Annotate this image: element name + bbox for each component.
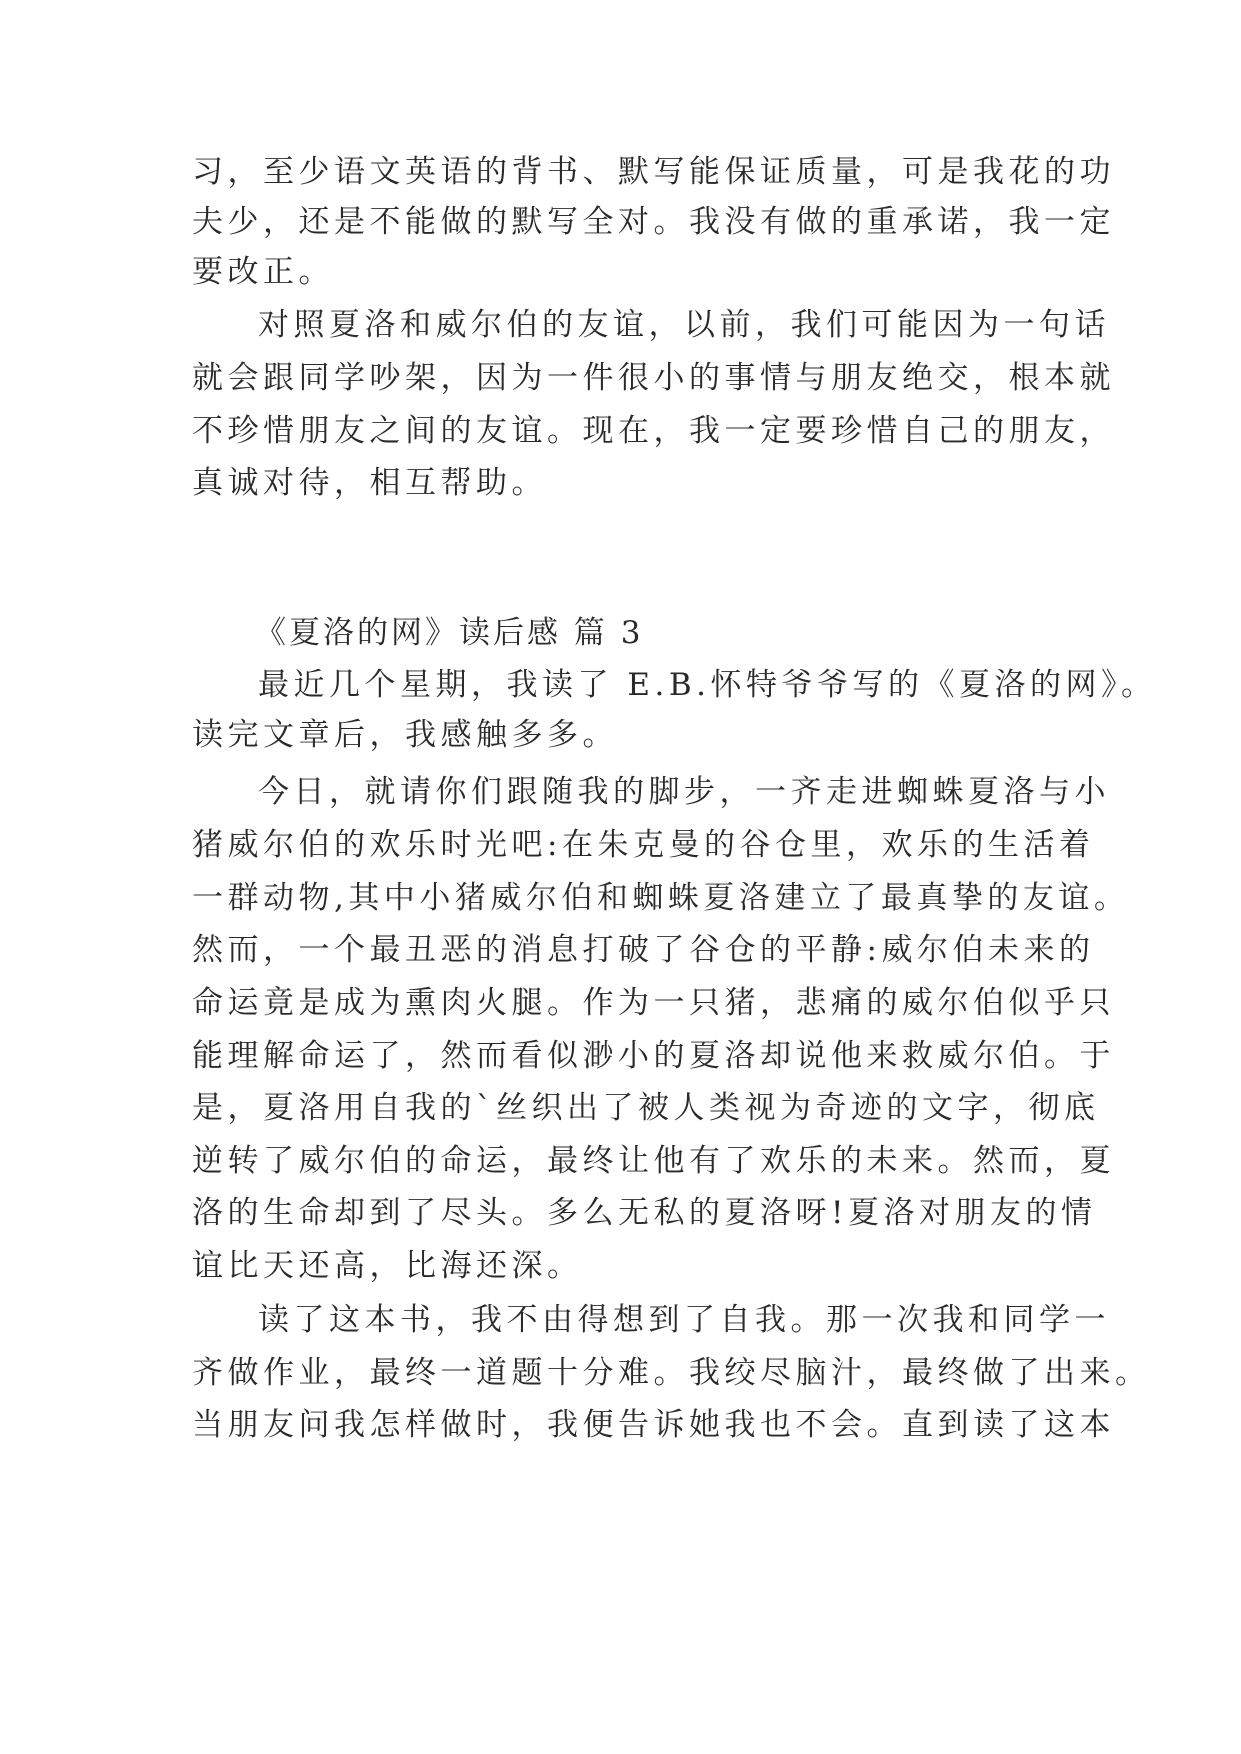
paragraph-line: 不珍惜朋友之间的友谊。现在，我一定要珍惜自己的朋友， [192,413,1115,449]
paragraph-line: 命运竟是成为熏肉火腿。作为一只猪，悲痛的威尔伯似乎只 [192,985,1115,1021]
paragraph-line: 最近几个星期，我读了 E.B.怀特爷爷写的《夏洛的网》。 [258,667,1157,703]
paragraph-line: 要改正。 [192,254,334,290]
paragraph-line: 读了这本书，我不由得想到了自我。那一次我和同学一 [258,1302,1110,1338]
paragraph-line: 谊比天还高，比海还深。 [192,1248,583,1284]
paragraph-line: 读完文章后，我感触多多。 [192,717,618,753]
paragraph-line: 今日，就请你们跟随我的脚步，一齐走进蜘蛛夏洛与小 [258,774,1110,810]
paragraph-line: 是，夏洛用自我的`丝织出了被人类视为奇迹的文字，彻底 [192,1090,1100,1126]
section-heading: 《夏洛的网》读后感 篇 3 [255,615,644,651]
paragraph-line: 然而，一个最丑恶的消息打破了谷仓的平静:威尔伯未来的 [192,932,1095,968]
paragraph-line: 对照夏洛和威尔伯的友谊，以前，我们可能因为一句话 [258,307,1110,343]
paragraph-line: 齐做作业，最终一道题十分难。我绞尽脑汁，最终做了出来。 [192,1355,1151,1391]
paragraph-line: 洛的生命却到了尽头。多么无私的夏洛呀!夏洛对朋友的情 [192,1195,1097,1231]
paragraph-line: 真诚对待，相互帮助。 [192,465,547,501]
paragraph-line: 夫少，还是不能做的默写全对。我没有做的重承诺，我一定 [192,204,1115,240]
paragraph-line: 能理解命运了，然而看似渺小的夏洛却说他来救威尔伯。于 [192,1038,1115,1074]
paragraph-line: 习，至少语文英语的背书、默写能保证质量，可是我花的功 [192,154,1115,190]
paragraph-line: 猪威尔伯的欢乐时光吧:在朱克曼的谷仓里，欢乐的生活着 [192,827,1095,863]
paragraph-line: 逆转了威尔伯的命运，最终让他有了欢乐的未来。然而，夏 [192,1143,1115,1179]
paragraph-line: 一群动物,其中小猪威尔伯和蜘蛛夏洛建立了最真挚的友谊。 [192,880,1130,916]
paragraph-line: 当朋友问我怎样做时，我便告诉她我也不会。直到读了这本 [192,1407,1115,1443]
paragraph-line: 就会跟同学吵架，因为一件很小的事情与朋友绝交，根本就 [192,360,1115,396]
